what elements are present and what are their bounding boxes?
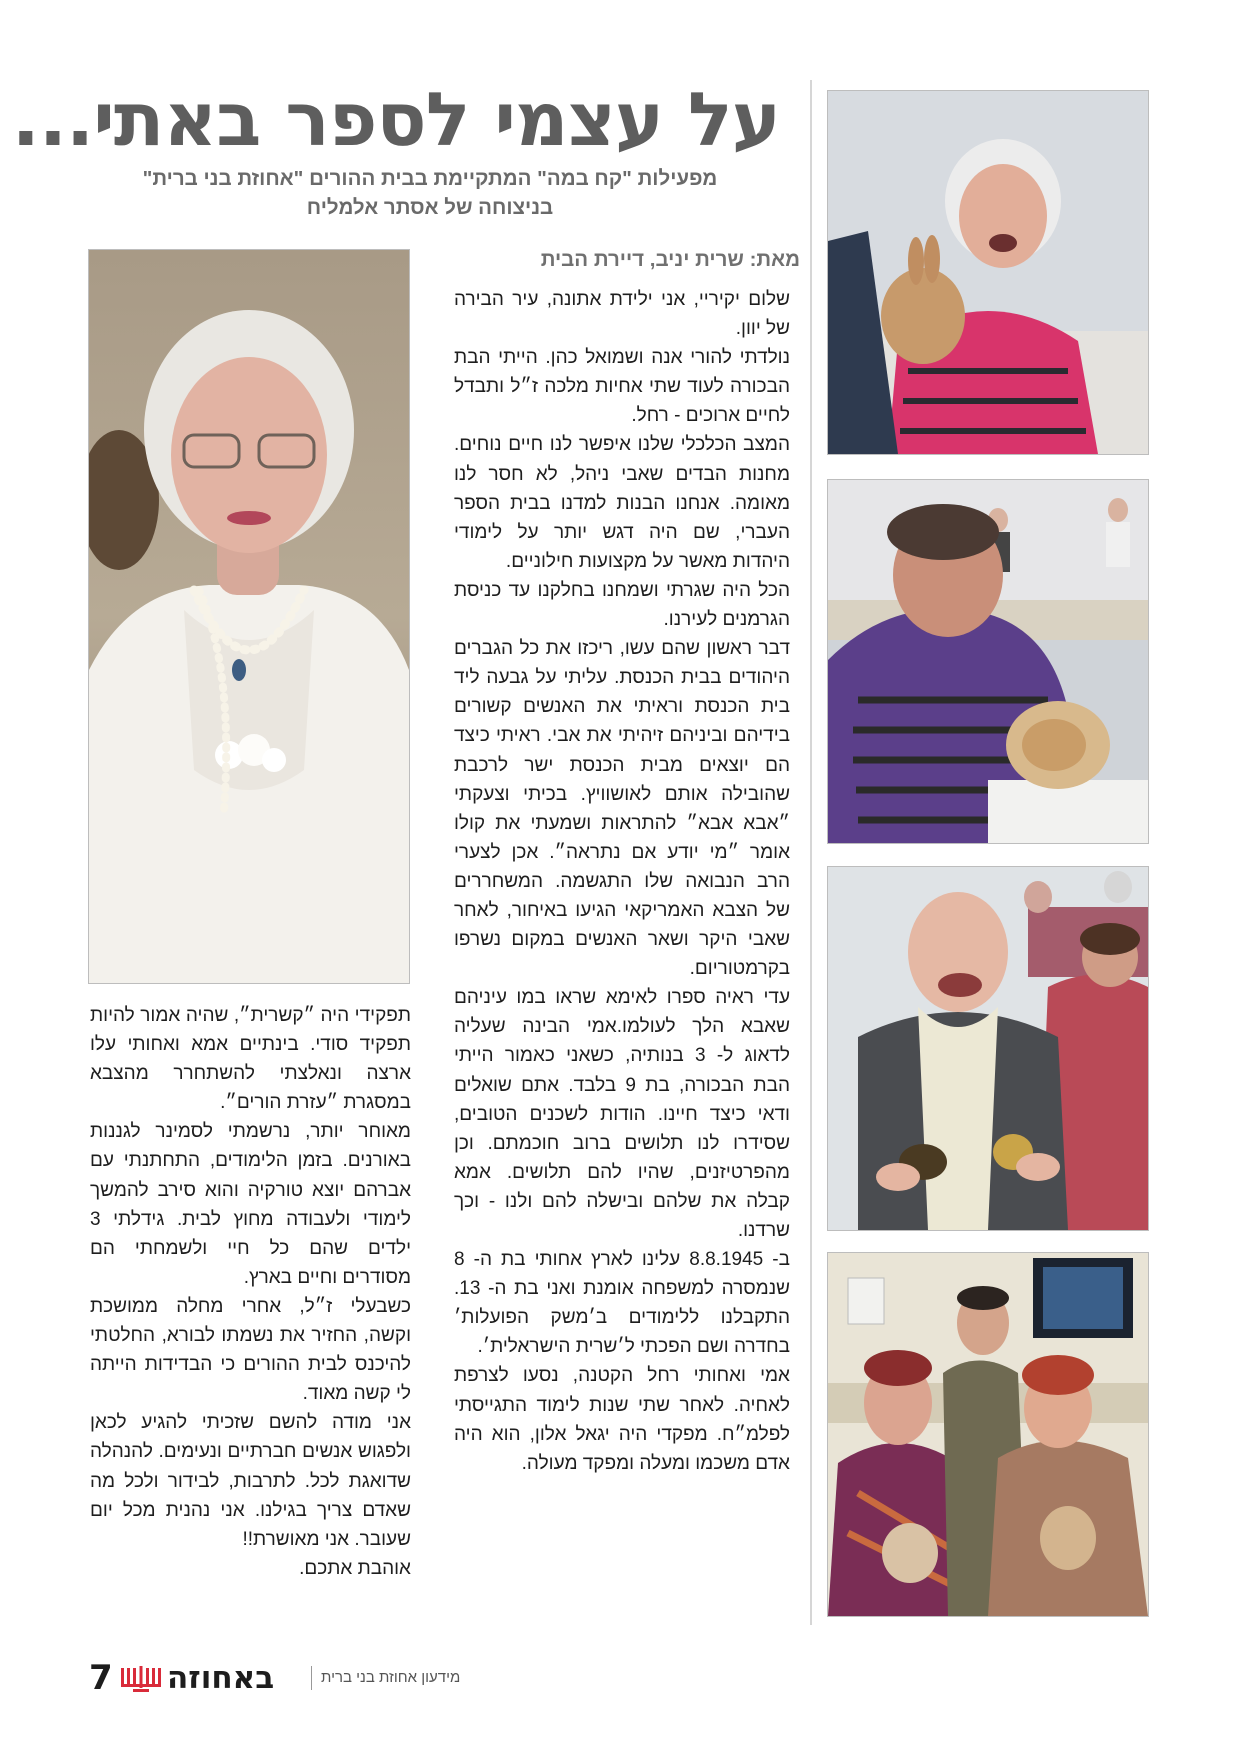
paragraph: נולדתי להורי אנה ושמואל כהן. הייתי הבת הבכורה לעוד שתי אחיות מלכה ז״ל ותבדל לחיים ארוכים - רחל. (454, 347, 790, 427)
activity-photo-chicks (828, 867, 1148, 1230)
paragraph: תפקידי היה ״קשרית״, שהיה אמור להיות תפקיד סודי. בינתיים אמא ואחותי עלו ארצה ונאלצתי להשתחרר מהצבא במסגרת ״עזרת הורים״. (90, 1005, 411, 1114)
footer-separator (311, 1666, 312, 1690)
page-footer (89, 1660, 539, 1696)
photo-illustration (828, 480, 1148, 843)
subtitle-line: בניצוחה של אסתר אלמליח (306, 196, 554, 219)
magazine-brand: באחוזה (167, 1660, 275, 1696)
paragraph: המצב הכלכלי שלנו איפשר לנו חיים נוחים. מחנות הבדים שאבי ניהל, לא חסר לנו מאומה. אנחנו הבנות למדנו בבית הספר העברי, שם היה דגש יותר על לימודי היהדות מאשר על מקצועות חילוניים. (454, 434, 790, 572)
column-divider (810, 80, 812, 1625)
photo-illustration (828, 1253, 1148, 1616)
activity-photo-rabbit-2 (828, 480, 1148, 843)
article-title: על עצמי לספר באתי... (11, 77, 780, 163)
article-subtitle (80, 164, 780, 222)
photo-illustration (828, 91, 1148, 454)
magazine-subtitle: מידעון אחוזת בני ברית (321, 1669, 461, 1686)
paragraph: אני מודה להשם שזכיתי להגיע לכאן ולפגוש אנשים חברתיים ונעימים. להנהלה שדואגת לכל. לתרבות, לבידור ולכל מה שאדם צריך בגילנו. אני נהנית מכל יום שעובר. אני מאושרת!! (90, 1412, 411, 1550)
article-body-column-middle (454, 285, 790, 1478)
paragraph: אוהבת אתכם. (299, 1557, 411, 1579)
menorah-icon (119, 1666, 163, 1692)
article-body-column-left (90, 1001, 411, 1583)
paragraph: דבר ראשון שהם עשו, ריכזו את כל הגברים היהודים בבית הכנסת. עליתי על גבעה ליד בית הכנסת וראיתי את האנשים קשורים בידיהם וביניהם זיהיתי את אבי. ראיתי כיצד הם יוצאים מבית הכנסת ישר לרכבת שהובילה אותם לאושוויץ. בכיתי וצעקתי ״אבא אבא״ להתראות ושמעתי את קולו אומר ״מי יודע אם נתראה״. אכן לצערי הרב הנבואה שלו התגשמה. המשחררים של הצבא האמריקאי הגיעו באיחור, לאחר שאבי היקר ושאר האנשים במקום נשרפו בקרמטוריום. (454, 638, 790, 980)
paragraph: ב- 8.8.1945 עלינו לארץ אחותי בת ה- 8 שנמסרה למשפחה אומנת ואני בת ה- 13. התקבלנו ללימודים ב׳משק הפועלות׳ בחדרה ושם הפכתי ל׳שרית הישראלית׳. (454, 1249, 790, 1358)
photo-illustration (828, 867, 1148, 1230)
paragraph: אמי ואחותי רחל הקטנה, נסעו לצרפת לאחיה. לאחר שתי שנות לימוד התגייסתי לפלמ״ח. מפקדי היה יגאל אלון, הוא היה אדם משכמו ומעלה ומפקד מעולה. (454, 1365, 790, 1474)
article-byline: מאת: שרית יניב, דיירת הבית (540, 248, 800, 271)
paragraph: מאוחר יותר, נרשמתי לסמינר לגננות באורנים. בזמן הלימודים, התחתנתי עם אברהם יוצא טורקיה והוא סירב להמשך לימודי ולעבודה מחוץ לבית. גידלתי 3 ילדים שהם כל חיי ולשמחתי הם מסודרים וחיים בארץ. (90, 1121, 411, 1288)
page-number: 7 (89, 1658, 113, 1698)
activity-photo-group (828, 1253, 1148, 1616)
paragraph: עדי ראיה ספרו לאימא שראו במו עיניהם שאבא הלך לעולמו.אמי הבינה שעליה לדאוג ל- 3 בנותיה, כשאני כאמור הייתי הבת הבכורה, בת 9 בלבד. אתם שואלים ודאי כיצד חיינו. הודות לשכנים הטובים, שסידרו לנו תלושים ברוב חוכמתם. וכן מהפרטיזנים, שהיו להם תלושים. אמא קבלה את שלהם ובישלה להם ולנו - וכך שרדנו. (454, 987, 790, 1241)
portrait-illustration (89, 250, 409, 983)
paragraph: הכל היה שגרתי ושמחנו בחלקנו עד כניסת הגרמנים לעירנו. (454, 579, 790, 631)
subtitle-line: מפעילות "קח במה" המתקיימת בבית ההורים "אחוזת בני ברית" (142, 167, 718, 190)
paragraph: כשבעלי ז״ל, אחרי מחלה ממושכת וקשה, החזיר את נשמתו לבורא, החלטתי להיכנס לבית ההורים כי הבדידות הייתה לי קשה מאוד. (90, 1295, 411, 1405)
activity-photo-rabbit (828, 91, 1148, 454)
author-portrait-photo (89, 250, 409, 983)
paragraph: שלום יקיריי, אני ילידת אתונה, עיר הבירה של יוון. (454, 289, 790, 340)
